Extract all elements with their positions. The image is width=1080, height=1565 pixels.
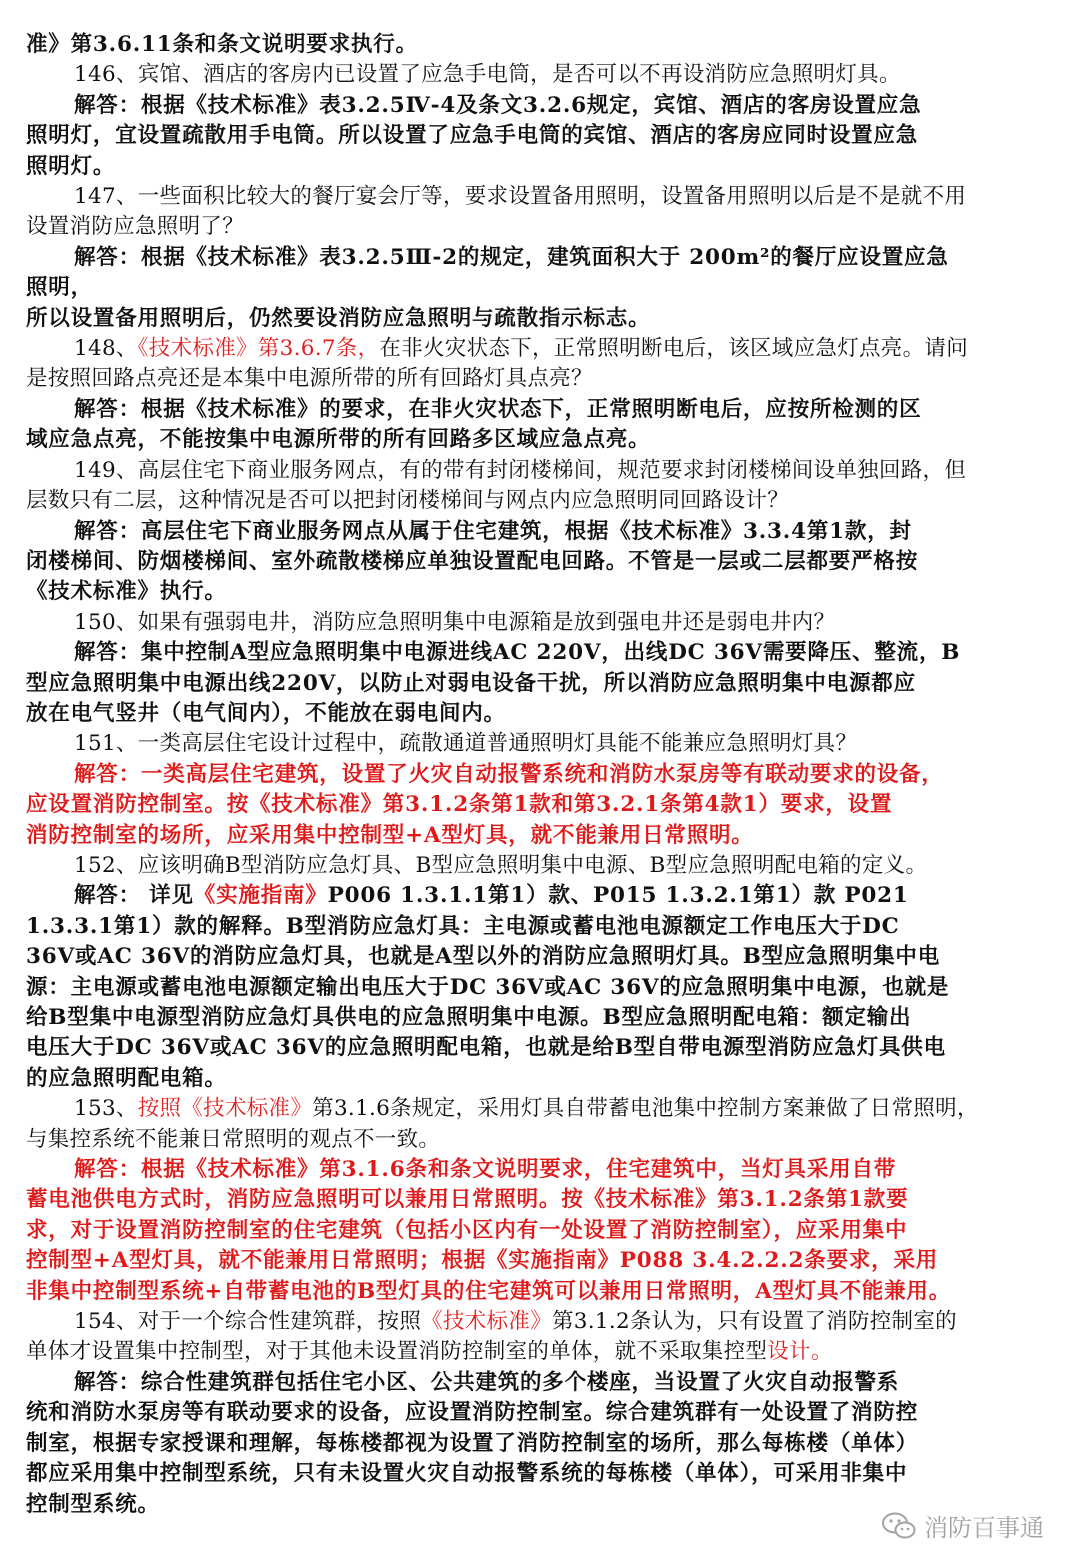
text-line: 放在电气竖井（电气间内），不能放在弱电间内。 bbox=[26, 700, 506, 726]
text-line: 是按照回路点亮还是本集中电源所带的所有回路灯具点亮？ bbox=[26, 366, 593, 392]
text-segment: 按照《技术标准》 bbox=[137, 1096, 313, 1122]
text-segment: 《实施指南》 bbox=[193, 883, 328, 909]
text-line: 照明灯。 bbox=[26, 153, 116, 179]
text-segment: 148、 bbox=[74, 336, 138, 362]
text-line: 域应急点亮，不能按集中电源所带的所有回路多区域应急点亮。 bbox=[26, 427, 651, 453]
text-line: 都应采用集中控制型系统，只有未设置火灾自动报警系统的每栋楼（单体），可采用非集中 bbox=[26, 1461, 908, 1487]
text-line: 闭楼梯间、防烟楼梯间、室外疏散楼梯应单独设置配电回路。不管是一层或二层都要严格按 bbox=[26, 548, 919, 574]
text-segment: 第3.1.2条认为，只有设置了消防控制室的 bbox=[551, 1309, 957, 1335]
text-line: 《技术标准》执行。 bbox=[26, 579, 227, 605]
text-line: 所以设置备用照明后，仍然要设消防应急照明与疏散指示标志。 bbox=[26, 305, 651, 331]
text-line: 电压大于DC 36V或AC 36V的应急照明配电箱，也就是给B型自带电源型消防应急灯具供电 bbox=[26, 1035, 946, 1061]
text-line: 层数只有二层，这种情况是否可以把封闭楼梯间与网点内应急照明同回路设计？ bbox=[26, 488, 790, 514]
text-line: 151、一类高层住宅设计过程中，疏散通道普通照明灯具能不能兼应急照明灯具？ bbox=[74, 731, 858, 757]
watermark-text: 消防百事通 bbox=[924, 1514, 1044, 1542]
text-line: 控制型系统。 bbox=[26, 1491, 160, 1517]
text-line: 控制型+A型灯具，就不能兼用日常照明；根据《实施指南》P088 3.4.2.2.2条要求，采用 bbox=[26, 1248, 939, 1274]
text-line: 36V或AC 36V的消防应急灯具，也就是A型以外的消防应急照明灯具。B型应急照明集中电 bbox=[26, 944, 941, 970]
text-line bbox=[26, 1307, 1054, 1337]
text-segment: 单体才设置集中控制型，对于其他未设置消防控制室的单体，就不采取集控型 bbox=[26, 1339, 768, 1365]
text-line: 解答：根据《技术标准》的要求，在非火灾状态下，正常照明断电后，应按所检测的区 bbox=[74, 396, 922, 422]
text-line: 149、高层住宅下商业服务网点，有的带有封闭楼梯间，规范要求封闭楼梯间设单独回路，但 bbox=[74, 457, 967, 483]
text-segment: 153、 bbox=[74, 1096, 138, 1122]
text-line: 解答：集中控制A型应急照明集中电源进线AC 220V，出线DC 36V需要降压、整流，B bbox=[74, 640, 961, 666]
text-line: 照明， bbox=[26, 275, 93, 301]
text-line: 照明灯，宜设置疏散用手电筒。所以设置了应急手电筒的宾馆、酒店的客房应同时设置应急 bbox=[26, 123, 919, 149]
text-line: 解答：高层住宅下商业服务网点从属于住宅建筑，根据《技术标准》3.3.4第1款，封 bbox=[74, 518, 912, 544]
watermark bbox=[882, 1508, 1044, 1543]
text-line: 制室，根据专家授课和理解，每栋楼都视为设置了消防控制室的场所，那么每栋楼（单体） bbox=[26, 1430, 919, 1456]
text-segment: 154、对于一个综合性建筑群，按照 bbox=[74, 1309, 422, 1335]
text-line: 152、应该明确B型消防应急灯具、B型应急照明集中电源、B型应急照明配电箱的定义。 bbox=[74, 852, 928, 878]
document-body bbox=[26, 30, 1054, 1520]
text-line: 准》第3.6.11条和条文说明要求执行。 bbox=[26, 32, 418, 57]
text-line: 非集中控制型系统+自带蓄电池的B型灯具的住宅建筑可以兼用日常照明，A型灯具不能兼用。 bbox=[26, 1278, 951, 1304]
text-line: 解答：根据《技术标准》表3.2.5Ⅳ-4及条文3.2.6规定，宾馆、酒店的客房设置应急 bbox=[74, 92, 922, 118]
text-line: 蓄电池供电方式时，消防应急照明可以兼用日常照明。按《技术标准》第3.1.2条第1款要 bbox=[26, 1187, 909, 1213]
text-line bbox=[26, 881, 1054, 911]
text-line: 统和消防水泵房等有联动要求的设备，应设置消防控制室。综合建筑群有一处设置了消防控 bbox=[26, 1400, 919, 1426]
text-segment: 解答： 详见 bbox=[74, 883, 194, 909]
text-line: 的应急照明配电箱。 bbox=[26, 1065, 227, 1091]
text-line: 给B型集中电源型消防应急灯具供电的应急照明集中电源。B型应急照明配电箱：额定输出 bbox=[26, 1005, 912, 1030]
text-segment: 《技术标准》 bbox=[421, 1309, 552, 1335]
text-line: 147、一些面积比较大的餐厅宴会厅等，要求设置备用照明，设置备用照明以后是不是就不用 bbox=[74, 184, 967, 210]
text-line: 源：主电源或蓄电池电源额定输出电压大于DC 36V或AC 36V的应急照明集中电源，也就是 bbox=[26, 974, 950, 1000]
text-line: 150、如果有强弱电井，消防应急照明集中电源箱是放到强电井还是弱电井内？ bbox=[74, 609, 836, 635]
text-segment: 第3.1.6条规定，采用灯具自带蓄电池集中控制方案兼做了日常照明， bbox=[312, 1096, 979, 1122]
text-line: 设置消防应急照明了？ bbox=[26, 214, 245, 240]
text-line bbox=[26, 334, 1054, 364]
text-line: 应设置消防控制室。按《技术标准》第3.1.2条第1款和第3.2.1条第4款1）要求，设置 bbox=[26, 792, 893, 818]
wechat-icon bbox=[882, 1512, 916, 1540]
text-line bbox=[26, 1337, 1054, 1367]
text-segment: 在非火灾状态下，正常照明断电后，该区域应急灯点亮。请问 bbox=[379, 336, 969, 362]
text-line: 解答：根据《技术标准》表3.2.5Ⅲ-2的规定，建筑面积大于 200m²的餐厅应设置应急 bbox=[74, 244, 949, 270]
text-line: 解答：根据《技术标准》第3.1.6条和条文说明要求，住宅建筑中，当灯具采用自带 bbox=[74, 1157, 897, 1183]
text-line: 消防控制室的场所，应采用集中控制型+A型灯具，就不能兼用日常照明。 bbox=[26, 822, 754, 848]
text-line: 与集控系统不能兼日常照明的观点不一致。 bbox=[26, 1126, 441, 1152]
text-line: 求，对于设置消防控制室的住宅建筑（包括小区内有一处设置了消防控制室），应采用集中 bbox=[26, 1217, 908, 1243]
text-segment: 《技术标准》第3.6.7条， bbox=[137, 336, 380, 362]
text-segment: 设计。 bbox=[767, 1339, 833, 1365]
text-line: 解答：综合性建筑群包括住宅小区、公共建筑的多个楼座，当设置了火灾自动报警系 bbox=[74, 1369, 900, 1395]
text-segment: P006 1.3.1.1第1）款、P015 1.3.2.1第1）款 P021 bbox=[327, 883, 909, 909]
text-line: 1.3.3.1第1）款的解释。B型消防应急灯具：主电源或蓄电池电源额定工作电压大于DC bbox=[26, 913, 900, 939]
text-line: 型应急照明集中电源出线220V，以防止对弱电设备干扰，所以消防应急照明集中电源都应 bbox=[26, 670, 916, 696]
text-line: 146、宾馆、酒店的客房内已设置了应急手电筒，是否可以不再设消防应急照明灯具。 bbox=[74, 62, 901, 88]
text-line bbox=[26, 1094, 1054, 1124]
text-line: 解答：一类高层住宅建筑，设置了火灾自动报警系统和消防水泵房等有联动要求的设备， bbox=[74, 761, 944, 787]
